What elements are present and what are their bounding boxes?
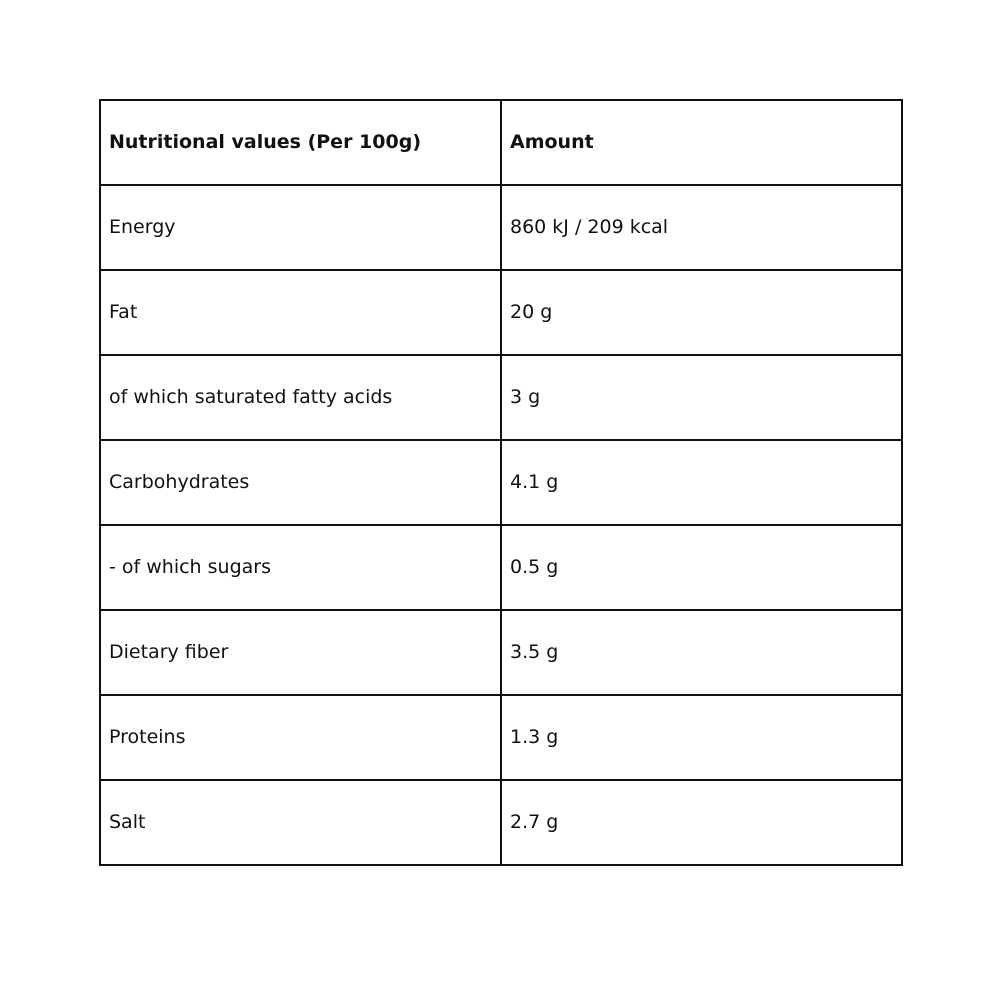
table-row (100, 270, 902, 355)
table-row (100, 185, 902, 270)
nutrient-name: Energy (100, 185, 501, 270)
nutrient-name: - of which sugars (100, 525, 501, 610)
table-row (100, 780, 902, 865)
table-row (100, 695, 902, 780)
nutrient-name: Dietary fiber (100, 610, 501, 695)
nutrition-table (99, 99, 903, 866)
nutrient-amount: 0.5 g (501, 525, 902, 610)
nutrient-amount: 20 g (501, 270, 902, 355)
nutrient-amount: 3 g (501, 355, 902, 440)
nutrient-name: Fat (100, 270, 501, 355)
nutrient-name: Salt (100, 780, 501, 865)
table-row (100, 525, 902, 610)
table-row (100, 610, 902, 695)
nutrient-amount: 4.1 g (501, 440, 902, 525)
table-header-row (100, 100, 902, 185)
table-row (100, 440, 902, 525)
nutrient-name: Proteins (100, 695, 501, 780)
nutrient-amount: 2.7 g (501, 780, 902, 865)
nutrient-amount: 3.5 g (501, 610, 902, 695)
header-nutritional-values: Nutritional values (Per 100g) (100, 100, 501, 185)
nutrient-name: of which saturated fatty acids (100, 355, 501, 440)
nutrient-amount: 860 kJ / 209 kcal (501, 185, 902, 270)
nutrient-amount: 1.3 g (501, 695, 902, 780)
header-amount: Amount (501, 100, 902, 185)
nutrient-name: Carbohydrates (100, 440, 501, 525)
table-row (100, 355, 902, 440)
